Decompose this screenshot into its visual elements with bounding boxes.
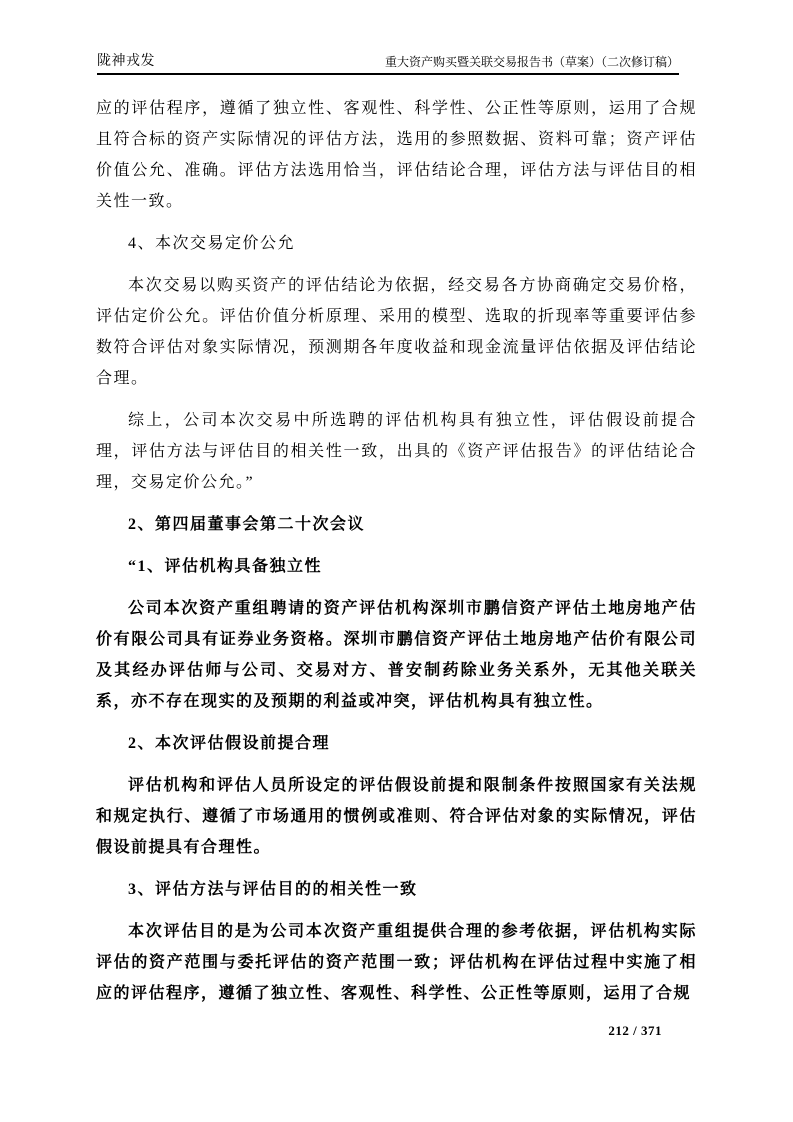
section-heading: 2、第四届董事会第二十次会议 — [128, 516, 366, 533]
page-number: 212 / 371 — [608, 1023, 662, 1038]
section-heading: 4、本次交易定价公允 — [128, 235, 296, 252]
page-header — [97, 50, 679, 75]
paragraph: 本次交易以购买资产的评估结论为依据，经交易各方协商确定交易价格，评估定价公允。评估价值分析原理、采用的模型、选取的折现率等重要评估参数符合评估对象实际情况，预测期各年度收益和现金流量评估依据及评估结论合理。 — [96, 277, 697, 387]
paragraph: 评估机构和评估人员所设定的评估假设前提和限制条件按照国家有关法规和规定执行、遵循了市场通用的惯例或准则、符合评估对象的实际情况，评估假设前提具有合理性。 — [96, 777, 697, 856]
paragraph: 本次评估目的是为公司本次资产重组提供合理的参考依据，评估机构实际评估的资产范围与委托评估的资产范围一致；评估机构在评估过程中实施了相应的评估程序，遵循了独立性、客观性、科学性、公正性等原则，运用了合规 — [96, 923, 697, 1002]
section-heading: 2、本次评估假设前提合理 — [128, 735, 331, 752]
paragraph: 综上，公司本次交易中所选聘的评估机构具有独立性，评估假设前提合理，评估方法与评估目的相关性一致，出具的《资产评估报告》的评估结论合理，交易定价公允。” — [96, 412, 697, 491]
header-report-title: 重大资产购买暨关联交易报告书（草案）（二次修订稿） — [384, 55, 679, 69]
section-heading: 3、评估方法与评估目的的相关性一致 — [128, 881, 418, 898]
section-heading: “1、评估机构具备独立性 — [128, 558, 323, 575]
paragraph: 公司本次资产重组聘请的资产评估机构深圳市鹏信资产评估土地房地产估价有限公司具有证券业务资格。深圳市鹏信资产评估土地房地产估价有限公司及其经办评估师与公司、交易对方、普安制药除业务关系外，无其他关联关系，亦不存在现实的及预期的利益或冲突，评估机构具有独立性。 — [96, 600, 697, 710]
document-body — [96, 93, 697, 1020]
paragraph: 应的评估程序，遵循了独立性、客观性、科学性、公正性等原则，运用了合规且符合标的资产实际情况的评估方法，选用的参照数据、资料可靠；资产评估价值公允、准确。评估方法选用恰当，评估结论合理，评估方法与评估目的相关性一致。 — [96, 100, 697, 210]
header-company-name: 陇神戎发 — [97, 54, 155, 69]
